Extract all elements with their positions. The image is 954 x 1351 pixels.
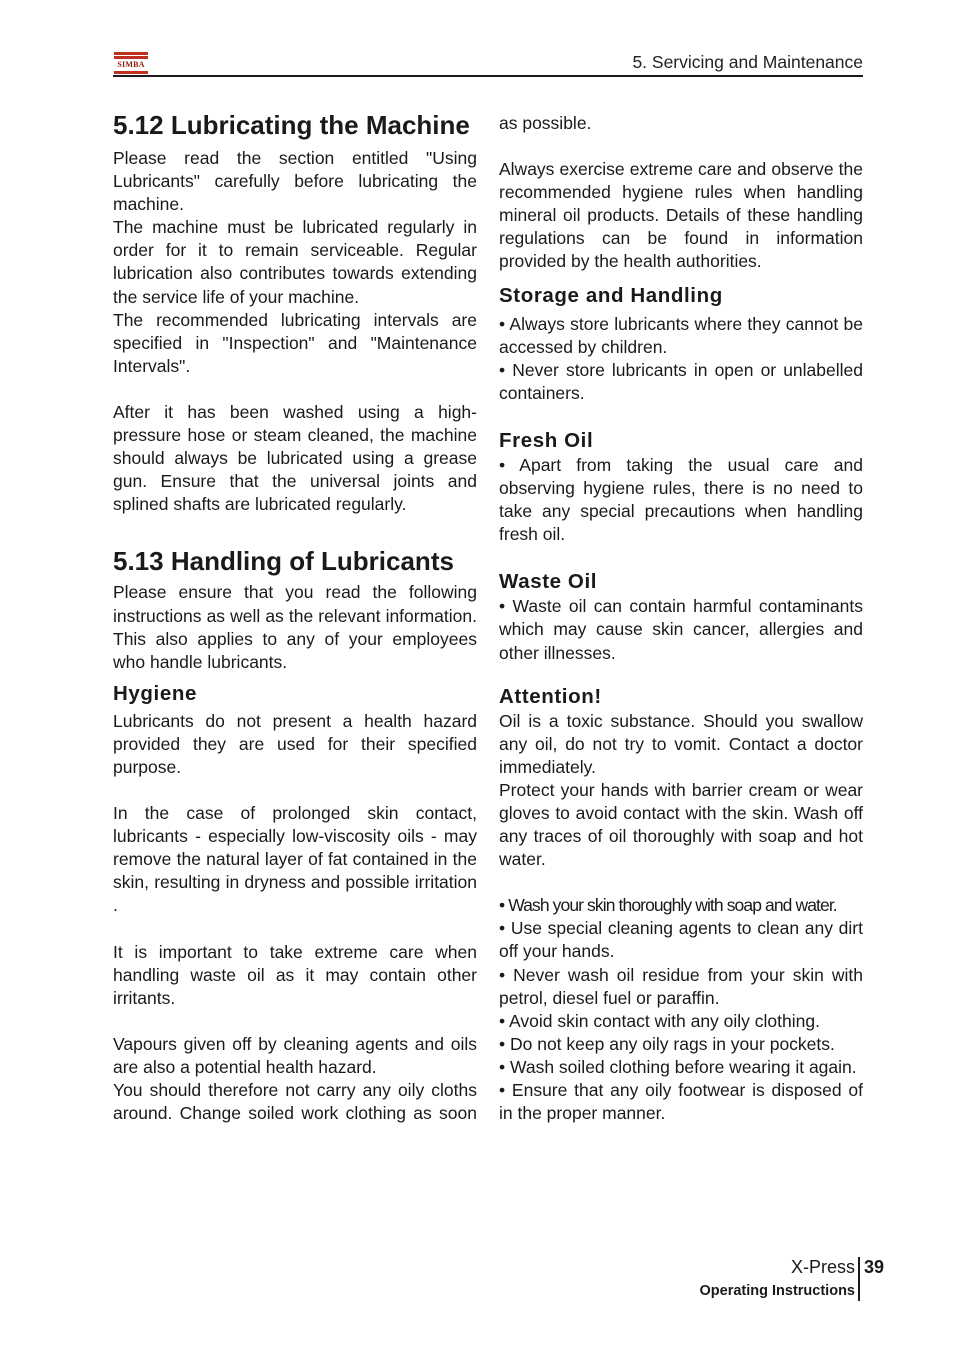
heading-5-12: 5.12 Lubricating the Machine: [113, 110, 470, 140]
heading-5-13: 5.13 Handling of Lubricants: [113, 546, 454, 577]
paragraph: You should therefore not carry any oily cloths around. Change soiled work clothing as soon: [113, 1080, 477, 1124]
bullet-item: • Always store lubricants where they cannot be accessed by children.: [499, 313, 863, 357]
paragraph: It is important to take extreme care when handling waste oil as it may contain other irritants.: [113, 941, 477, 1008]
paragraph: The recommended lubricating intervals are specified in "Inspection" and "Maintenance Intervals".: [113, 309, 477, 376]
paragraph: In the case of prolonged skin contact, lubricants - especially low-viscosity oils - may remove the natural layer of fat contained in the skin, resulting in dryness and possible irritation .: [113, 803, 477, 916]
bullet-item: • Avoid skin contact with any oily clothing.: [499, 1010, 820, 1031]
header-section-title: 5. Servicing and Maintenance: [632, 52, 863, 72]
footer-divider: [858, 1257, 860, 1301]
heading-storage-handling: Storage and Handling: [499, 283, 723, 307]
page-number: 39: [864, 1257, 885, 1277]
bullet-item: • Apart from taking the usual care and observing hygiene rules, there is no need to take any special precautions when handling fresh oil.: [499, 454, 863, 545]
paragraph: Lubricants do not present a health hazard provided they are used for their specified purpose.: [113, 710, 477, 777]
bullet-item: • Wash your skin thoroughly with soap and water.: [499, 895, 837, 916]
paragraph: Always exercise extreme care and observe the recommended hygiene rules when handling mineral oil products. Details of these handling regulations can be found in information provided by the health authorities.: [499, 159, 863, 272]
right-column: [499, 112, 863, 1125]
paragraph: Vapours given off by cleaning agents and oils are also a potential health hazard.: [113, 1033, 477, 1077]
paragraph: After it has been washed using a high-pressure hose or steam cleaned, the machine should always be lubricated using a grease gun. Ensure that the universal joints and splined shafts are lubricated regularly.: [113, 401, 477, 515]
paragraph: Protect your hands with barrier cream or wear gloves to avoid contact with the skin. Wash off any traces of oil thoroughly with soap and hot water.: [499, 779, 863, 870]
footer-product-name: X-Press: [790, 1257, 855, 1277]
heading-hygiene: Hygiene: [113, 681, 197, 705]
paragraph: Please read the section entitled "Using Lubricants" carefully before lubricating the machine.: [113, 148, 477, 215]
heading-waste-oil: Waste Oil: [499, 570, 598, 594]
heading-attention: Attention!: [499, 684, 602, 708]
header-divider: [113, 75, 863, 77]
bullet-item: • Never wash oil residue from your skin with petrol, diesel fuel or paraffin.: [499, 964, 863, 1008]
bullet-item: • Use special cleaning agents to clean any dirt off your hands.: [499, 918, 863, 962]
logo-text: SIMBA: [117, 60, 145, 69]
bullet-item: • Waste oil can contain harmful contaminants which may cause skin cancer, allergies and other illnesses.: [499, 596, 863, 663]
bullet-item: • Do not keep any oily rags in your pockets.: [499, 1033, 835, 1054]
simba-logo: [114, 52, 148, 74]
bullet-item: • Never store lubricants in open or unlabelled containers.: [499, 359, 863, 403]
paragraph: The machine must be lubricated regularly in order for it to remain serviceable. Regular lubrication also contributes towards extending the service life of your machine.: [113, 217, 477, 307]
paragraph: as possible.: [499, 113, 592, 133]
bullet-item: • Ensure that any oily footwear is disposed of in the proper manner.: [499, 1080, 863, 1124]
logo-stripe: [114, 52, 148, 55]
paragraph: Please ensure that you read the following instructions as well as the relevant information. This also applies to any of your employees who handle lubricants.: [113, 582, 477, 672]
bullet-item: • Wash soiled clothing before wearing it again.: [499, 1056, 857, 1077]
footer-subtitle: Operating Instructions: [699, 1283, 855, 1299]
logo-stripe: [114, 71, 148, 74]
heading-fresh-oil: Fresh Oil: [499, 428, 594, 452]
paragraph: Oil is a toxic substance. Should you swallow any oil, do not try to vomit. Contact a doctor immediately.: [499, 710, 863, 777]
left-column: [113, 112, 477, 1125]
logo-stripe: [114, 56, 148, 59]
